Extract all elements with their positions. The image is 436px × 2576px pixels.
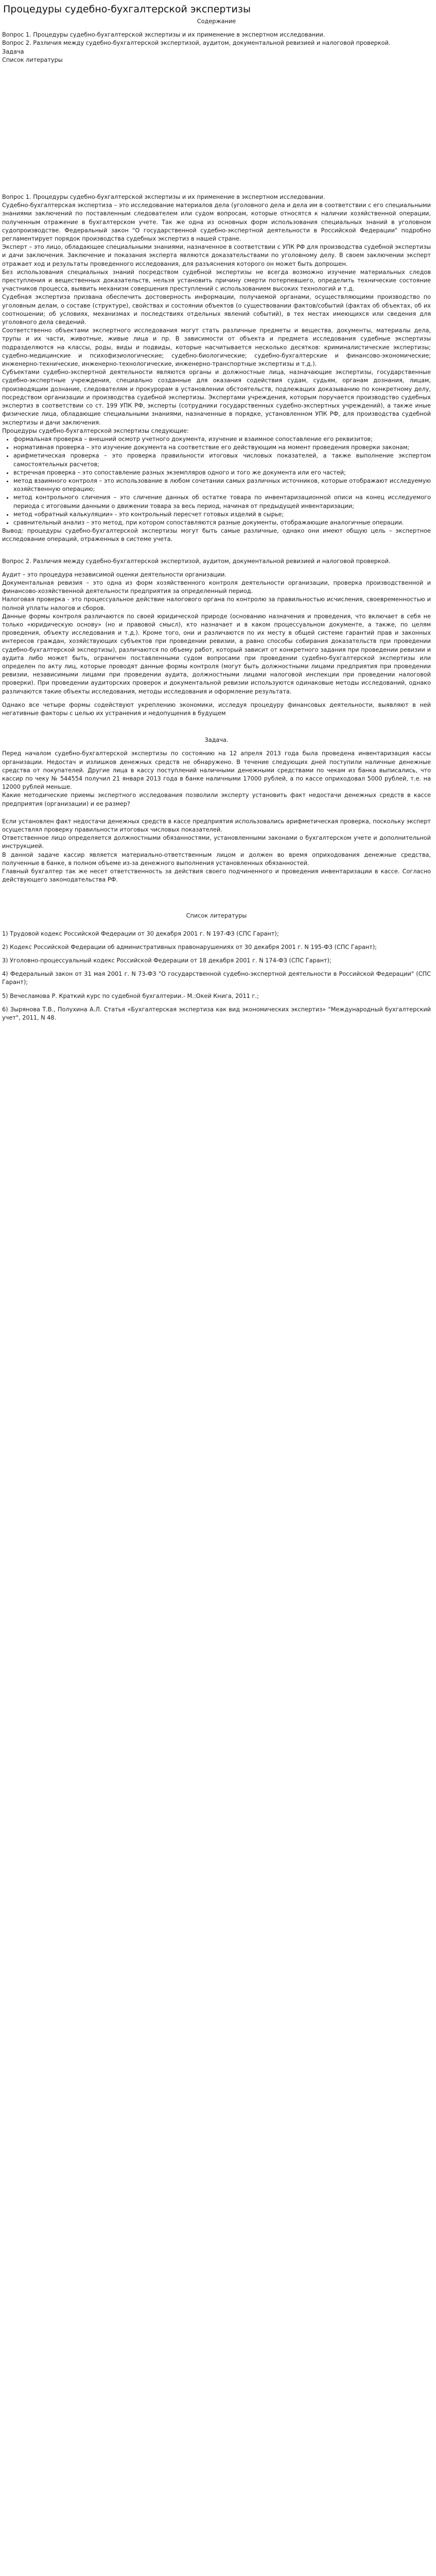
paragraph: Без использования специальных знаний посредством судебной экспертизы не всегда возможно изучение материальных следов преступления и вещественных доказательств, нельзя установить причину смерти потерпевшего, определить технические состояние участников процесса, выявить механизм совершения преступлений с использованием высоких технологий и т.д. [2,268,431,293]
list-item: • сравнительный анализ – это метод, при котором сопоставляются разные документы, отображающие аналогичные операции. [13,519,431,527]
section2-heading: Вопрос 2. Различия между судебно-бухгалтерской экспертизой, аудитом, документальной ревизией и налоговой проверкой. [2,557,391,565]
refs-heading: Список литературы [186,912,247,920]
reference-item: 5) Вечесламова Р. Краткий курс по судебной бухгалтерии.- М.:Окей Книга, 2011 г.; [2,992,259,999]
paragraph: Судебная экспертиза призвана обеспечить достоверность информации, получаемой органами, осуществляющими производство по уголовным делам, о составе (структуре), свойствах и состоянии объектов (о существовании фактов/событий (фактах об объектах, об их соотношении; об условиях, механизмах и последствиях отдельных явлений событий), в тех местах имеющихся или сведения для уголовного дела сведений. [2,294,431,326]
paragraph: Главный бухгалтер так же несет ответственность за действия своего подчиненного и проведения инвентаризации в кассе. Согласно действующего законодательства РФ. [2,868,431,884]
list-item: • метод контрольного сличения – это сличение данных об остатке товара по инвентаризационной описи на конец исследуемого периода с итоговыми данными о движении товара за весь период, начиная от предыдущей инвентаризации; [13,494,431,510]
toc-item-q1: Вопрос 1. Процедуры судебно-бухгалтерской экспертизы и их применение в экспертном исследовании. [2,31,325,39]
paragraph: Документальная ревизия – это одна из форм хозяйственного контроля деятельности организации, проверка производственной и финансово-хозяйственной деятельности предприятия за определенный период. [2,579,431,595]
toc-item-task: Задача [2,48,24,55]
toc-item-q2: Вопрос 2. Различия между судебно-бухгалтерской экспертизой, аудитом, документальной ревизией и налоговой проверкой. [2,40,391,47]
list-item: • арифметическая проверка – это проверка правильности итоговых числовых показателей, а также выполнение экспертом самостоятельных расчетов; [13,452,431,468]
list-item: • метод взаимного контроля – это использование в любом сочетании самых различных источников, которые отображают исследуемую хозяйственную операцию; [13,477,431,494]
paragraph: Однако все четыре формы содействуют укреплению экономики, исследуя процедуру финансовых деятельности, выявляют в ней негативные факторы с целью их устранения и недопущения в будущем [2,701,431,717]
list-item: • встречная проверка – это сопоставление разных экземпляров одного и того же документа или его частей; [13,469,431,477]
toc-heading: Содержание [197,18,236,25]
task-heading: Задача. [204,737,229,744]
list-item: • метод «обратный калькуляции» - это контрольный пересчет готовых изделий в сырье; [13,511,431,519]
reference-item: 4) Федеральный закон от 31 мая 2001 г. N 73-ФЗ "О государственной судебно-экспертной деятельности в Российской Федерации" (СПС Гарант); [2,971,431,986]
paragraph: Налоговая проверка - это процессуальное действие налогового органа по контролю за правильностью исчисления, своевременностью и полной уплаты налогов и сборов. [2,596,431,612]
reference-item: 3) Уголовно-процессуальный кодекс Российской Федерации от 18 декабря 2001 г. N 174-ФЗ (СПС Гарант); [2,957,332,964]
list-intro: Процедуры судебно-бухгалтерской экспертизы следующие: [2,427,189,434]
paragraph: Если установлен факт недостачи денежных средств в кассе предприятия использовались арифметическая проверка, поскольку эксперт осуществлял проверку правильности итоговых числовых показателей. [2,818,431,834]
toc-item-refs: Список литературы [2,56,63,63]
paragraph: Соответственно объектами экспертного исследования могут стать различные предметы и вещества, документы, материалы дела, трупы и их части, животные, живые лица и пр. В зависимости от объекта и предмета исследования судебные экспертизы подразделяются на классы, роды, виды и подвиды, которые насчитывается несколько десятков: криминалистические экспертизы; судебно-медицинские и психофизиологические; судебно-биологические; судебно-бухгалтерские и финансово-экономические; инженерно-технические, инженерно-технологические, инженерно-транспортные экспертизы и т.д.). [2,327,431,368]
paragraph: В данной задаче кассир является материально-ответственным лицом и должен во время оприходования денежные средства, полученные в банке, в полном объеме из-за денежного выполнения установленных обязанностей. [2,851,431,867]
list-item: • формальная проверка – внешний осмотр учетного документа, изучение и взаимное сопоставление его реквизитов; [13,435,431,444]
reference-item: 6) Зырянова Т.В., Полухина А.Л. Статья «Бухгалтерская экспертиза как вид экономических экспертиз» "Международный бухгалтерский учет", 2011, N 48. [2,1006,431,1022]
paragraph: Ответственное лицо определяется должностными обязанностями, установленными законами о бухгалтерском учете и дополнительной инструкцией. [2,835,431,850]
paragraph: Субъектами судебно-экспертной деятельности являются органы и должностные лица, назначающие экспертизы, государственные судебно-экспертные учреждения, специально созданные для оказания содействия судам, судьям, органам дознания, лицам, производящим дознание, следователям и прокурорам в установлении обстоятельств, подлежащих доказыванию по конкретному делу, посредством организации и производства судебной экспертизы. Экспертами учреждения, которым поручается производство судебных экспертиз в соответствии со ст. 199 УПК РФ, эксперты (сотрудники государственных судебно-экспертных учреждений), а также иные физические лица, обладающие специальными знаниями, назначенные в порядке, установленном УПК РФ, для производства судебной экспертизы и дачи заключения. [2,369,431,426]
paragraph: Какие методические приемы экспертного исследования позволили эксперту установить факт недостачи денежных средств в кассе предприятия (организации) и ее размер? [2,792,431,807]
document-body [0,15,436,1022]
procedure-list [2,435,431,527]
paragraph: Эксперт – это лицо, обладающее специальными знаниями, назначенное в соответствии с УПК РФ для производства судебной экспертизы и дачи заключения. Заключение и показания эксперта являются доказательствами по уголовному делу. В своем заключении эксперт отражает ход и результаты проведенного исследования, для разъяснения которого он может быть допрошен. [2,244,431,267]
paragraph: Данные формы контроля различаются по своей юридической природе (основанию назначения и проведения, что включает в себя не только «юридическую основу» (но и правовой смысл), кто назначает и в каком процессуальном документе, а также, по целям проведения, объекту исследования и т.д.). Кроме того, они и различаются по их месту в общей системе гарантий прав и законных интересов граждан, хозяйствующих субъектов при проведении ревизии, а равно способы собирания доказательств при проведении судебно-бухгалтерской экспертизы), различаются по объему работ, который зависит от конкретного задания при проведении ревизии и аудита либо может быть, ограничен поставленными судом вопросами при проведении судебно-бухгалтерской экспертизы или определен по акту лиц, которые проводят данные формы контроля (могут быть должностными лицами предприятия при проведении ревизии, независимыми лицами при проведении аудита, должностными лицами налоговой инспекции при проведении налоговой проверки). При проведении аудиторских проверок и документальной ревизии используются одинаковые методы исследований, однако различаются такие объекты исследования, методы исследования и оформление результата. [2,613,431,695]
reference-item: 1) Трудовой кодекс Российской Федерации от 30 декабря 2001 г. N 197-ФЗ (СПС Гарант); [2,930,279,937]
reference-item: 2) Кодекс Российской Федерации об административных правонарушениях от 30 декабря 2001 г. N 195-ФЗ (СПС Гарант); [2,943,377,951]
section1-heading: Вопрос 1. Процедуры судебно-бухгалтерской экспертизы и их применение в экспертном исследовании. [2,194,325,201]
paragraph: Перед началом судебно-бухгалтерской экспертизы по состоянию на 12 апреля 2013 года была проведена инвентаризация кассы организации. Недостач и излишков денежных средств не обнаружено. В течение следующих дней поступили наличные денежные средства от покупателей. Другие лица в кассу поступлений наличными денежными средствами по чекам из банка выписались, что кассир по чеку № 544554 получил 21 января 2013 года в банке наличными 17000 рублей, а по кассе оприходовал 5000 рублей, т.е. на 12000 рублей меньше. [2,750,431,791]
list-item: • нормативная проверка – это изучение документа на соответствие его действующим на момент проведения проверки законам; [13,444,431,452]
page-title: Процедуры судебно-бухгалтерской экспертизы [3,4,251,15]
paragraph: Аудит – это процедура независимой оценки деятельности организации. [2,571,226,578]
paragraph: Судебно-бухгалтерская экспертиза – это исследование материалов дела (уголовного дела и дела им в соответствии с его специальными знаниями заключений по поставленным следователем или судом вопросам, которые относятся к наличии хозяйственной операции, полученным отражение в бухгалтерском учете. Так же одна из основных форм использования специальных знаний в уголовном судопроизводстве. Федеральный закон "О государственной судебно-экспертной деятельности в Российской Федерации" подробно регламентирует порядок производства судебных экспертиз в нашей стране. [2,202,431,243]
section1-conclusion: Вывод: процедуры судебно-бухгалтерской экспертизы могут быть самые различные, однако они имеют общую цель – экспертное исследование операций, отраженных в системе учета. [2,528,431,543]
